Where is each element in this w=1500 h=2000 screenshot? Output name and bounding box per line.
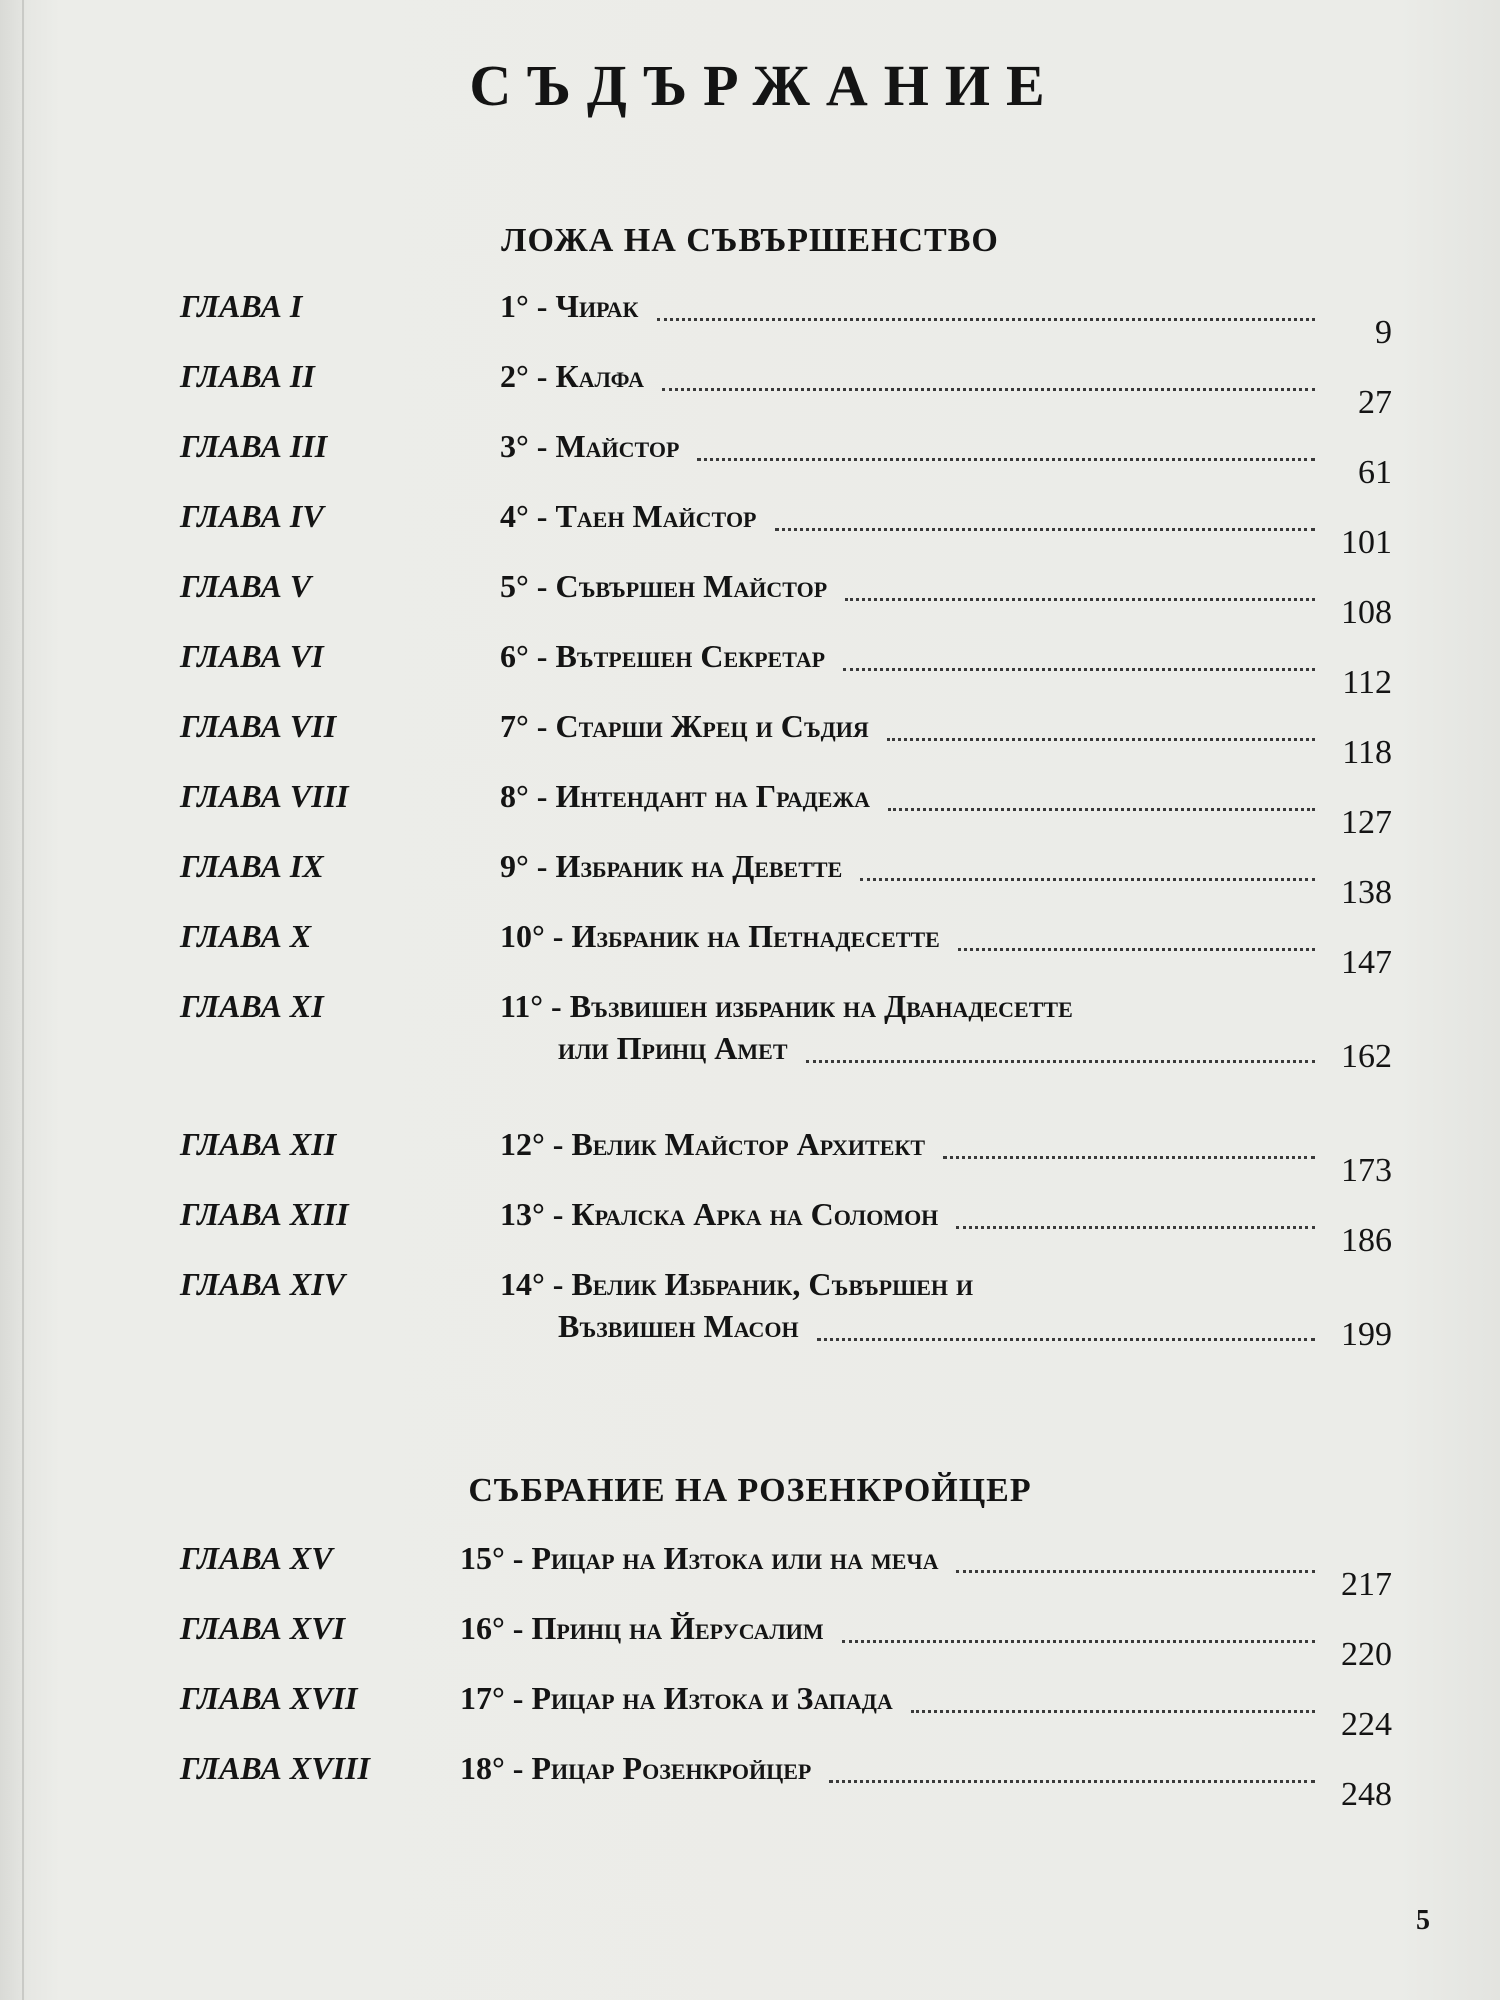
toc-entry: [0, 1540, 1500, 1610]
degree-title: [460, 1680, 893, 1717]
chapter-label: ГЛАВА V: [180, 568, 312, 604]
degree-name: Калфа: [555, 358, 645, 394]
degree-title: [500, 988, 1073, 1025]
degree-name: Рицар на Изтока и Запада: [531, 1680, 893, 1716]
degree-number: 3°: [500, 428, 529, 464]
degree-name: Съвършен Майстор: [555, 568, 828, 604]
degree-title: [500, 638, 825, 675]
page-reference: 112: [1342, 664, 1392, 701]
degree-title: [500, 428, 679, 465]
degree-name: Интендант на Градежа: [555, 778, 871, 814]
chapter-label: ГЛАВА III: [180, 428, 328, 464]
toc-entry: [0, 918, 1500, 988]
dot-leader: [911, 1710, 1315, 1713]
degree-name: Избраник на Петнадесетте: [571, 918, 940, 954]
degree-name: Възвишен избраник на Дванадесетте: [569, 988, 1073, 1024]
page-reference: 127: [1341, 804, 1392, 841]
page-reference: 108: [1341, 594, 1392, 631]
dot-leader: [845, 598, 1315, 601]
degree-title: [460, 1750, 811, 1787]
degree-separator: -: [528, 358, 556, 394]
chapter-label: ГЛАВА II: [180, 358, 315, 394]
degree-number: 15°: [460, 1540, 505, 1576]
degree-separator: -: [528, 288, 556, 324]
chapter-label: ГЛАВА XIV: [180, 1266, 346, 1302]
page-reference: 217: [1341, 1566, 1392, 1603]
degree-separator: -: [528, 638, 556, 674]
chapter-label: ГЛАВА VIII: [180, 778, 349, 814]
degree-name: Чирак: [555, 288, 639, 324]
degree-name: Велик Майстор Архитект: [571, 1126, 926, 1162]
dot-leader: [943, 1156, 1315, 1159]
page-reference: 61: [1358, 454, 1392, 491]
degree-number: 6°: [500, 638, 529, 674]
degree-separator: -: [544, 1266, 572, 1302]
degree-separator: -: [528, 848, 556, 884]
section-heading-perfection: ЛОЖА НА СЪВЪРШЕНСТВО: [501, 222, 999, 259]
degree-separator: -: [504, 1540, 532, 1576]
degree-number: 11°: [500, 988, 544, 1024]
toc-entry: [0, 1680, 1500, 1750]
page-reference: 162: [1341, 1038, 1392, 1075]
dot-leader: [888, 808, 1315, 811]
degree-title: [500, 778, 870, 815]
dot-leader: [829, 1780, 1315, 1783]
toc-entry: [0, 428, 1500, 498]
toc-entry: [0, 1266, 1500, 1353]
degree-separator: -: [528, 568, 556, 604]
degree-separator: -: [544, 1196, 572, 1232]
degree-number: 9°: [500, 848, 529, 884]
chapter-label: ГЛАВА I: [180, 288, 303, 324]
degree-title: [500, 568, 827, 605]
toc-entry: [0, 638, 1500, 708]
degree-title: [500, 1266, 973, 1303]
degree-name-continued: или Принц Амет: [558, 1030, 788, 1066]
section-heading-rosecroix: СЪБРАНИЕ НА РОЗЕНКРОЙЦЕР: [468, 1472, 1032, 1509]
toc-entry: [0, 498, 1500, 568]
degree-separator: -: [504, 1750, 532, 1786]
toc-entry: [0, 1750, 1500, 1820]
toc-entry: [0, 778, 1500, 848]
dot-leader: [842, 1640, 1315, 1643]
degree-separator: -: [543, 988, 570, 1024]
page-title: СЪДЪРЖАНИЕ: [469, 53, 1061, 118]
page-number: 5: [1416, 1905, 1430, 1936]
chapter-label: ГЛАВА XIII: [180, 1196, 349, 1232]
chapter-label: ГЛАВА VI: [180, 638, 324, 674]
dot-leader: [956, 1226, 1315, 1229]
degree-title: [500, 498, 757, 535]
dot-leader: [843, 668, 1315, 671]
page-reference: 118: [1342, 734, 1392, 771]
degree-name: Кралска Арка на Соломон: [571, 1196, 939, 1232]
chapter-label: ГЛАВА X: [180, 918, 312, 954]
degree-title: [500, 1196, 938, 1233]
page-reference: 101: [1341, 524, 1392, 561]
page-reference: 248: [1341, 1776, 1392, 1813]
degree-separator: -: [528, 428, 556, 464]
degree-name: Рицар на Изтока или на меча: [531, 1540, 939, 1576]
toc-entry: [0, 1610, 1500, 1680]
degree-number: 7°: [500, 708, 529, 744]
dot-leader: [697, 458, 1315, 461]
degree-title: [500, 848, 842, 885]
degree-name: Таен Майстор: [555, 498, 757, 534]
degree-separator: -: [528, 498, 556, 534]
degree-number: 18°: [460, 1750, 505, 1786]
degree-separator: -: [544, 918, 572, 954]
toc-entry: [0, 988, 1500, 1075]
page-reference: 199: [1341, 1316, 1392, 1353]
toc-entry: [0, 848, 1500, 918]
page-reference: 173: [1341, 1152, 1392, 1189]
chapter-label: ГЛАВА IV: [180, 498, 324, 534]
dot-leader: [958, 948, 1315, 951]
page-reference: 224: [1341, 1706, 1392, 1743]
dot-leader: [657, 318, 1315, 321]
dot-leader: [956, 1570, 1315, 1573]
toc-entry: [0, 288, 1500, 358]
degree-name: Рицар Розенкройцер: [531, 1750, 812, 1786]
page-reference: 220: [1341, 1636, 1392, 1673]
degree-name: Велик Избраник, Съвършен и: [571, 1266, 974, 1302]
degree-separator: -: [544, 1126, 572, 1162]
degree-name: Вътрешен Секретар: [555, 638, 826, 674]
degree-number: 16°: [460, 1610, 505, 1646]
degree-title: [460, 1540, 938, 1577]
degree-title: [500, 918, 940, 955]
degree-number: 8°: [500, 778, 529, 814]
page-reference: 147: [1341, 944, 1392, 981]
degree-number: 5°: [500, 568, 529, 604]
degree-number: 13°: [500, 1196, 545, 1232]
degree-name: Майстор: [555, 428, 680, 464]
chapter-label: ГЛАВА XVIII: [180, 1750, 370, 1786]
degree-number: 1°: [500, 288, 529, 324]
page-reference: 27: [1358, 384, 1392, 421]
degree-name: Старши Жрец и Съдия: [555, 708, 869, 744]
degree-title: [460, 1610, 824, 1647]
dot-leader: [887, 738, 1315, 741]
dot-leader: [662, 388, 1315, 391]
degree-number: 10°: [500, 918, 545, 954]
toc-entry: [0, 1126, 1500, 1196]
page-reference: 138: [1341, 874, 1392, 911]
page-reference: 9: [1375, 314, 1392, 351]
chapter-label: ГЛАВА XVI: [180, 1610, 346, 1646]
toc-entry: [0, 708, 1500, 778]
degree-name: Избраник на Деветте: [555, 848, 843, 884]
dot-leader: [806, 1060, 1315, 1063]
degree-name-continued: Възвишен Масон: [558, 1308, 799, 1344]
degree-title: [500, 358, 644, 395]
toc-entry: [0, 1196, 1500, 1266]
degree-title: [500, 288, 639, 325]
degree-number: 12°: [500, 1126, 545, 1162]
chapter-label: ГЛАВА VII: [180, 708, 337, 744]
dot-leader: [775, 528, 1315, 531]
degree-separator: -: [528, 708, 556, 744]
degree-name: Принц на Йерусалим: [531, 1610, 824, 1646]
chapter-label: ГЛАВА XVII: [180, 1680, 358, 1716]
degree-separator: -: [528, 778, 556, 814]
chapter-label: ГЛАВА XI: [180, 988, 324, 1024]
degree-title: [500, 708, 869, 745]
toc-entry: [0, 568, 1500, 638]
chapter-label: ГЛАВА XV: [180, 1540, 333, 1576]
degree-number: 14°: [500, 1266, 545, 1302]
degree-number: 2°: [500, 358, 529, 394]
toc-entry: [0, 358, 1500, 428]
degree-number: 17°: [460, 1680, 505, 1716]
degree-separator: -: [504, 1680, 532, 1716]
chapter-label: ГЛАВА XII: [180, 1126, 337, 1162]
page-reference: 186: [1341, 1222, 1392, 1259]
degree-title: [500, 1126, 925, 1163]
dot-leader: [817, 1338, 1315, 1341]
degree-number: 4°: [500, 498, 529, 534]
dot-leader: [860, 878, 1315, 881]
degree-separator: -: [504, 1610, 532, 1646]
chapter-label: ГЛАВА IX: [180, 848, 324, 884]
